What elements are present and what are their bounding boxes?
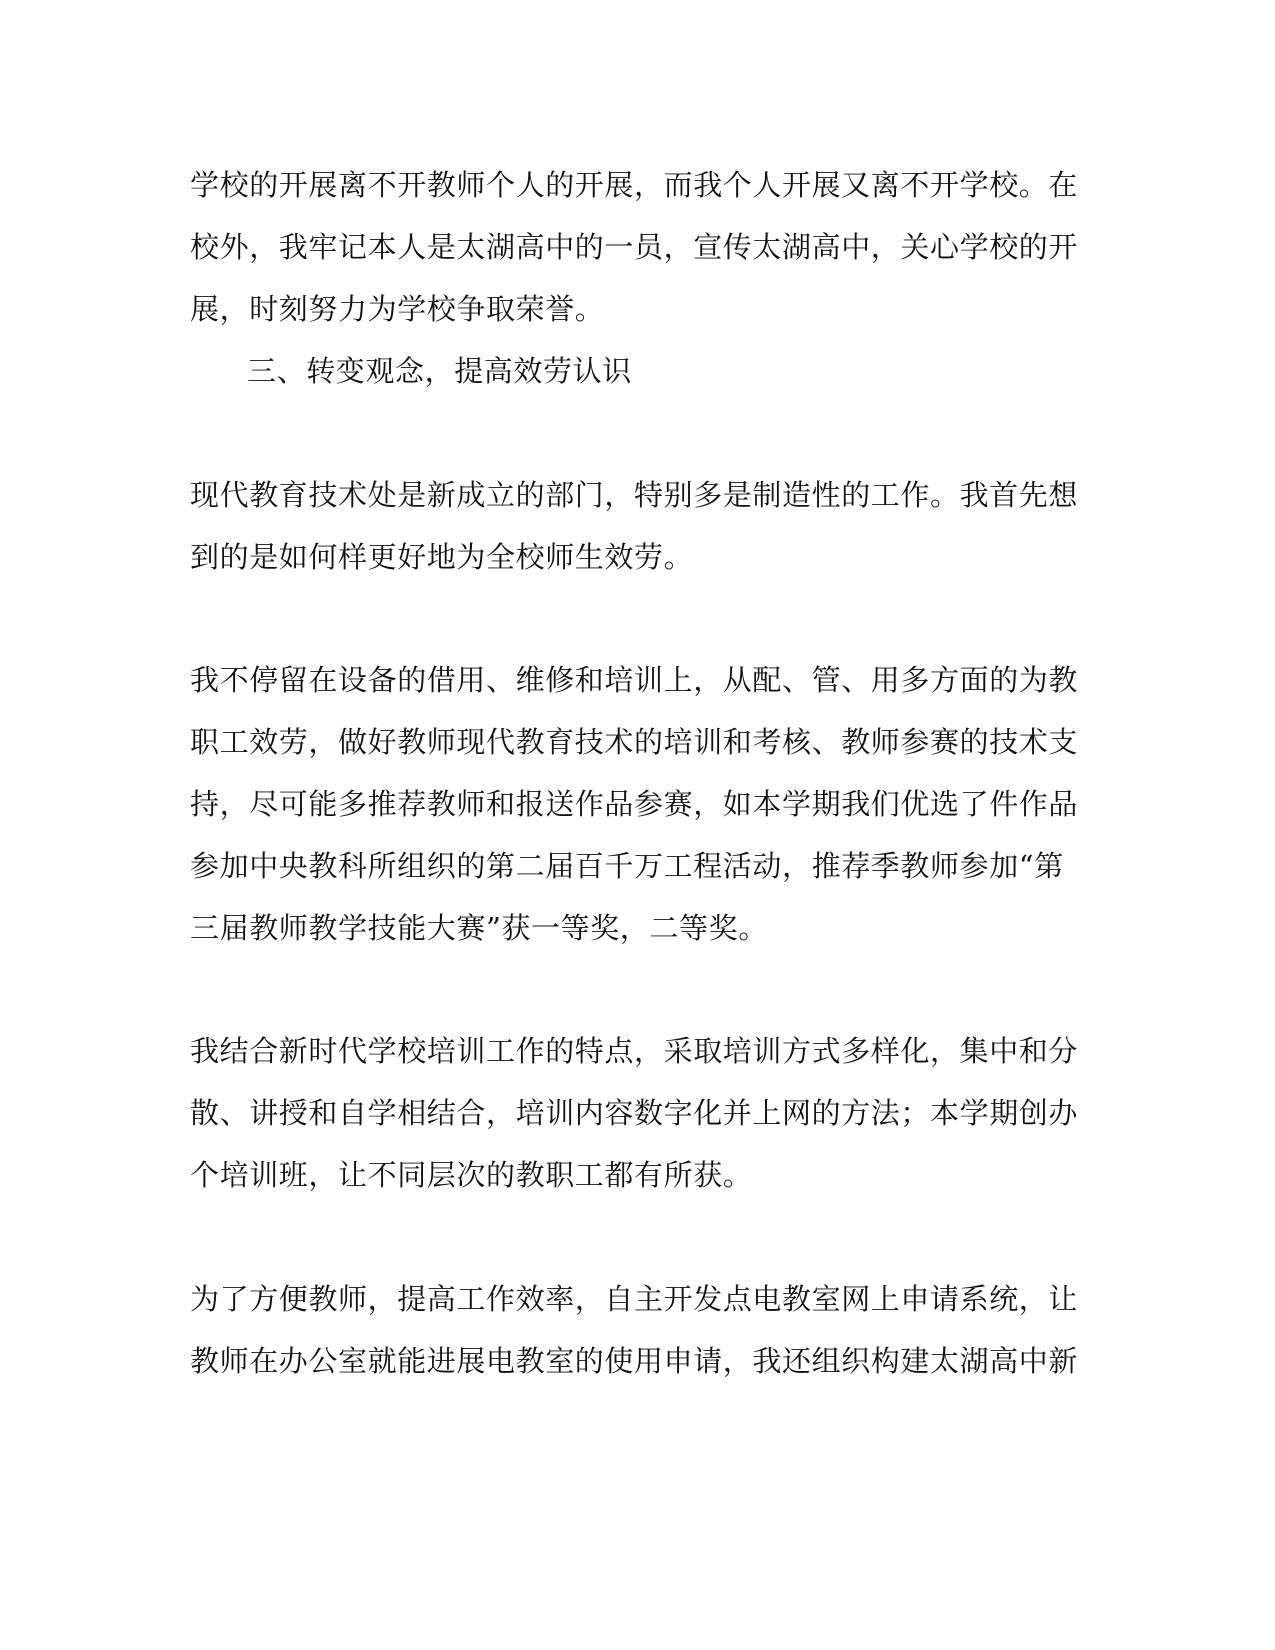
paragraph-line: 现代教育技术处是新成立的部门，特别多是制造性的工作。我首先想	[190, 478, 1079, 512]
paragraph-line: 教师在办公室就能进展电教室的使用申请，我还组织构建太湖高中新	[190, 1344, 1079, 1378]
paragraph-line: 个培训班，让不同层次的教职工都有所获。	[190, 1158, 753, 1192]
paragraph-line: 三届教师教学技能大赛”获一等奖，二等奖。	[190, 911, 768, 945]
paragraph-line: 我不停留在设备的借用、维修和培训上，从配、管、用多方面的为教	[190, 663, 1079, 697]
paragraph-line: 到的是如何样更好地为全校师生效劳。	[190, 540, 694, 574]
paragraph-line: 职工效劳，做好教师现代教育技术的培训和考核、教师参赛的技术支	[190, 725, 1079, 759]
paragraph-line: 持，尽可能多推荐教师和报送作品参赛，如本学期我们优选了件作品	[190, 787, 1079, 821]
paragraph-line: 我结合新时代学校培训工作的特点，采取培训方式多样化，集中和分	[190, 1034, 1079, 1068]
paragraph-line: 为了方便教师，提高工作效率，自主开发点电教室网上申请系统，让	[190, 1282, 1079, 1316]
paragraph-line: 参加中央教科所组织的第二届百千万工程活动，推荐季教师参加“第	[190, 849, 1064, 883]
paragraph-line: 展，时刻努力为学校争取荣誉。	[190, 292, 605, 326]
paragraph-line: 校外，我牢记本人是太湖高中的一员，宣传太湖高中，关心学校的开	[190, 230, 1079, 264]
section-heading: 三、转变观念，提高效劳认识	[247, 354, 632, 388]
paragraph-line: 散、讲授和自学相结合，培训内容数字化并上网的方法；本学期创办	[190, 1096, 1079, 1130]
paragraph-line: 学校的开展离不开教师个人的开展，而我个人开展又离不开学校。在	[190, 168, 1079, 202]
